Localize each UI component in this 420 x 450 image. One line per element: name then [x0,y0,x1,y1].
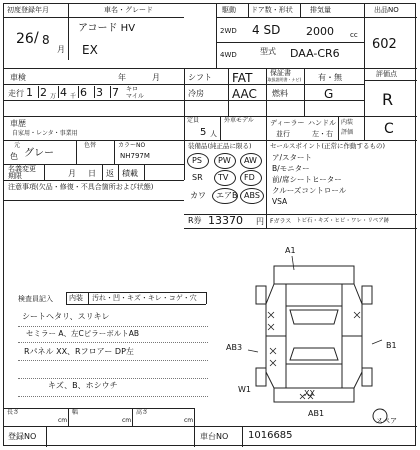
name-grade-label: 車名・グレード [104,6,153,14]
return-label: 返 [106,169,114,178]
seats-unit: 人 [210,130,217,138]
interior-value: C [384,121,394,137]
equipment-label: 装備品(純正品に限る) [188,142,252,150]
equip-abs-circle [240,188,264,204]
width-unit: cm [122,417,132,424]
cc-unit: cc [350,31,358,39]
inspector-note-3: Rパネル XX、Rフロアー DP左 [24,347,134,356]
shaken-label: 車検 [10,73,26,82]
ac-label: 冷房 [188,89,204,98]
name-change-label: 名義変更 [8,165,36,173]
mileage-digit-6: 7 [112,86,119,99]
warranty-sub: (取扱説明書・ナビ) [266,77,302,82]
history-label: 車歴 [10,119,26,128]
equip-abs: ABS [244,191,260,200]
fuel-value: G [324,87,334,101]
mark-ab3: AB3 [226,343,243,352]
month-suffix: 月 [57,45,65,54]
unit-km: キロ [126,86,139,93]
mileage-label: 走行 [8,89,24,98]
dealer-label: ディーラー [270,119,305,127]
name-change-deadline: 期限 [8,172,22,180]
seats-label: 定員 [187,117,200,124]
color-value: グレー [24,148,54,159]
lot-value: 602 [372,37,397,52]
inspector-note-2: セミラー A、左CピラーボルトAB [26,329,140,338]
drive-label: 駆動 [222,6,236,14]
door-value: 4 SD [252,23,281,37]
mark-ab1: AB1 [308,409,325,418]
import-label: 外車モデル [224,117,254,124]
warranty-value: 有・無 [318,73,342,82]
length-label: 長さ [7,409,20,416]
mileage-digit-4: 6 [80,86,87,99]
glass-label: Fガラス [270,218,292,225]
shaken-month-word: 月 [152,73,160,82]
inspector-note-1: シートヘタリ、スリキレ [22,312,110,321]
mileage-digit-2: 2 [40,86,47,99]
chassis-value: 1016685 [248,430,293,441]
load-label: 積載 [122,169,138,178]
color-change-label: 色替 [84,142,97,149]
equip-pw: PW [218,156,231,165]
warranty-label: 保証書 [270,69,291,77]
model-label: 型式 [260,47,276,56]
eval-label: 評価点 [376,70,397,78]
eval-value: R [382,90,394,109]
recycle-label: R券 [188,216,202,225]
equip-ps-circle [187,153,209,169]
equip-sr: SR [192,173,203,182]
shift-value: FAT [232,71,253,85]
first-reg-month: 8 [42,33,50,47]
spare-label: スペア [376,417,397,425]
car-name: アコード HV [78,23,136,34]
sales-point-5: VSA [272,197,288,206]
sales-point-1: ア/スタート [272,153,313,162]
grade: EX [82,43,98,57]
lot-label: 出品NO [374,6,399,14]
displacement-label: 排気量 [310,6,331,14]
sales-points-label: セールスポイント(正常に作動するもの) [270,142,385,150]
color-label: 色 [10,152,18,161]
name-change-day: 日 [88,169,96,178]
width-label: 幅 [72,409,79,416]
drive-2wd: 2WD [220,27,237,35]
color-original-label: 元 [14,142,21,149]
height-unit: cm [184,417,194,424]
sales-point-3: 前/席シートヒーター [272,175,342,184]
name-change-month: 月 [68,169,76,178]
notes-label: 注意事項(欠品・修復・不具合箇所および状態) [8,183,154,191]
recycle-value: 13370 [208,214,243,227]
equip-pw-circle [214,153,236,169]
mark-a1: A1 [285,246,296,255]
equip-fd-circle [240,170,262,186]
equip-ps: PS [192,156,202,165]
interior-sub: 評価 [341,129,354,136]
displacement-value: 2000 [306,25,334,38]
first-reg-label: 初度登録年月 [7,6,49,14]
sales-point-2: B/モニター [272,164,310,173]
inspector-condition-options: 汚れ・凹・キズ・キレ・コゲ・穴 [92,294,197,302]
auction-sheet [3,3,416,446]
chassis-label: 車台NO [200,432,229,441]
interior-label: 内装 [341,119,354,126]
equip-tv: TV [218,173,229,182]
mileage-digit-1: 1 [26,86,33,99]
equip-airbag-circle [212,188,238,204]
height-label: 高さ [136,409,149,416]
mileage-digit-3: 4 [60,86,67,99]
mileage-digit-5: 3 [96,86,103,99]
mark-b1: B1 [386,341,397,350]
inspector-note-4: キズ、B、ホシウチ [48,381,118,390]
seats-value: 5 [200,127,207,138]
handle-value: 左・右 [312,130,333,138]
fuel-label: 燃料 [272,89,288,98]
sales-point-4: クルーズコントロール [272,186,347,195]
unit-sen: 千 [70,93,77,100]
handle-label: ハンドル [308,119,336,127]
year-slash: / [34,30,39,46]
equip-airbag: エアB [216,191,238,200]
mark-xx: XX [304,389,315,398]
equip-aw: AW [244,156,257,165]
dealer-value: 並行 [276,130,290,138]
history-options: 自家用・レンタ・事業用 [12,130,78,137]
equip-fd: FD [244,173,255,182]
drive-4wd: 4WD [220,51,237,59]
length-unit: cm [58,417,68,424]
inspector-label: 検査員記入 [18,295,53,303]
unit-man: 万 [50,93,57,100]
first-reg-year: 26 [16,31,34,47]
equip-leather: カワ [190,191,206,200]
shift-label: シフト [188,73,212,82]
unit-mile: マイル [126,93,144,100]
inspector-interior-label: 内装 [69,294,83,302]
reg-no-label: 登録NO [8,432,37,441]
door-label: ドア数・形状 [251,6,293,14]
recycle-unit: 円 [256,217,264,226]
color-no-label: カラーNO [118,142,146,149]
equip-tv-circle [214,170,236,186]
color-no-value: NH797M [120,152,150,160]
shaken-year-word: 年 [118,73,126,82]
glass-options: トビ石・キズ・ヒビ・ワレ・リペア跡 [296,218,390,224]
model-value: DAA-CR6 [290,47,340,60]
mark-w1: W1 [238,385,251,394]
ac-value: AAC [232,87,257,101]
equip-aw-circle [240,153,262,169]
